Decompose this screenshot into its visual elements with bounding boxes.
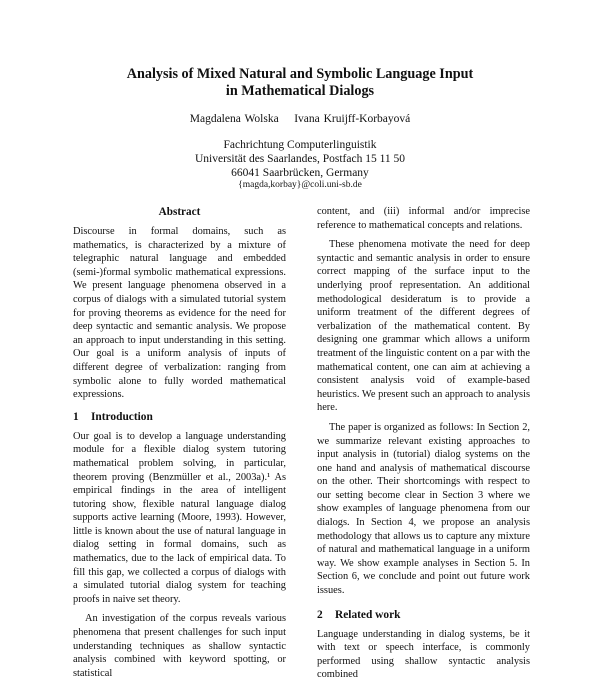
section-number: 2 — [317, 608, 323, 621]
affiliation-line-1: Fachrichtung Computerlinguistik — [223, 139, 377, 151]
abstract-text: Discourse in formal domains, such as mathematics, is characterized by a mixture of telegraphic natural language and embedded (semi-)formal symbolic mathematical expressions. We present language phenomena observed in a corpus of dialogs with a simulated tutorial system for proving theorems as evidence for the need for deep syntactic and semantic analysis. We propose an approach to input understanding in this setting. Our goal is a uniform analysis of inputs of different degree of verbalization: ranging from symbolic alone to fully worded mathematical expressions. — [73, 226, 286, 401]
right-paragraph-1: content, and (iii) informal and/or imprecise reference to mathematical concepts and relations. — [317, 206, 530, 231]
author-list: Magdalena Wolska Ivana Kruijff-Korbayová — [189, 113, 411, 125]
section-title: Related work — [335, 608, 401, 621]
title-line-1: Analysis of Mixed Natural and Symbolic Language Input — [126, 66, 474, 82]
section-number: 1 — [73, 410, 79, 423]
affiliation-line-3: 66041 Saarbrücken, Germany — [231, 167, 369, 179]
related-paragraph-1: Language understanding in dialog systems, be it with text or speech interface, is commonly performed using shallow syntactic analysis combined — [317, 628, 530, 681]
right-column — [317, 205, 530, 681]
title-line-2: in Mathematical Dialogs — [225, 83, 375, 99]
affiliation-line-2: Universität des Saarlandes, Postfach 15 11 50 — [194, 153, 406, 165]
right-paragraph-2: These phenomena motivate the need for deep syntactic and semantic analysis in order to ensure correct mapping of the surface input to the underlying proof representation. An additional methodological desideratum is to provide a uniform treatment of the different degrees of verbalization of the mathematical content. By designing one grammar which allows a uniform treatment of the linguistic content on a par with the mathematical content, one can aim at achieving a consistent analysis void of example-based heuristics. We present such an approach to analysis here. — [317, 239, 530, 414]
section-title: Introduction — [91, 410, 153, 423]
affiliation — [60, 138, 540, 180]
author-email: {magda,korbay}@coli.uni-sb.de — [238, 180, 362, 190]
abstract-heading: Abstract — [158, 206, 201, 218]
left-column — [73, 205, 286, 679]
section-heading-introduction — [73, 410, 286, 424]
section-heading-related-work — [317, 608, 530, 622]
intro-paragraph-2: An investigation of the corpus reveals various phenomena that present challenges for such input understanding techniques as shallow syntactic analysis combined with keyword spotting, or statistical — [73, 613, 286, 679]
paper-title — [60, 66, 540, 100]
intro-paragraph-1: Our goal is to develop a language understanding module for a flexible dialog system tutoring mathematical problem solving, in particular, theorem proving (Benzmüller et al., 2003a).¹ As empirical findings in the area of intelligent tutoring show, flexible natural language dialog supports active learning (Moore, 1993). However, little is known about the use of natural language in dialog setting in formal domains, such as mathematics, due to the lack of empirical data. To fill this gap, we collected a corpus of dialogs with a simulated tutorial dialog system for teaching proofs in naive set theory. — [73, 430, 286, 605]
right-paragraph-3: The paper is organized as follows: In Section 2, we summarize relevant existing approaches to input analysis in (tutorial) dialog systems on the one hand and analysis of mathematical discourse on the other. Their shortcomings with respect to our setting become clear in Section 3 where we show examples of language phenomena from our dialogs. In Section 4, we propose an analysis methodology that allows us to capture any mixture of natural and mathematical language in a uniform way. We show example analyses in Section 5. In Section 6, we conclude and point out future work issues. — [317, 421, 530, 597]
